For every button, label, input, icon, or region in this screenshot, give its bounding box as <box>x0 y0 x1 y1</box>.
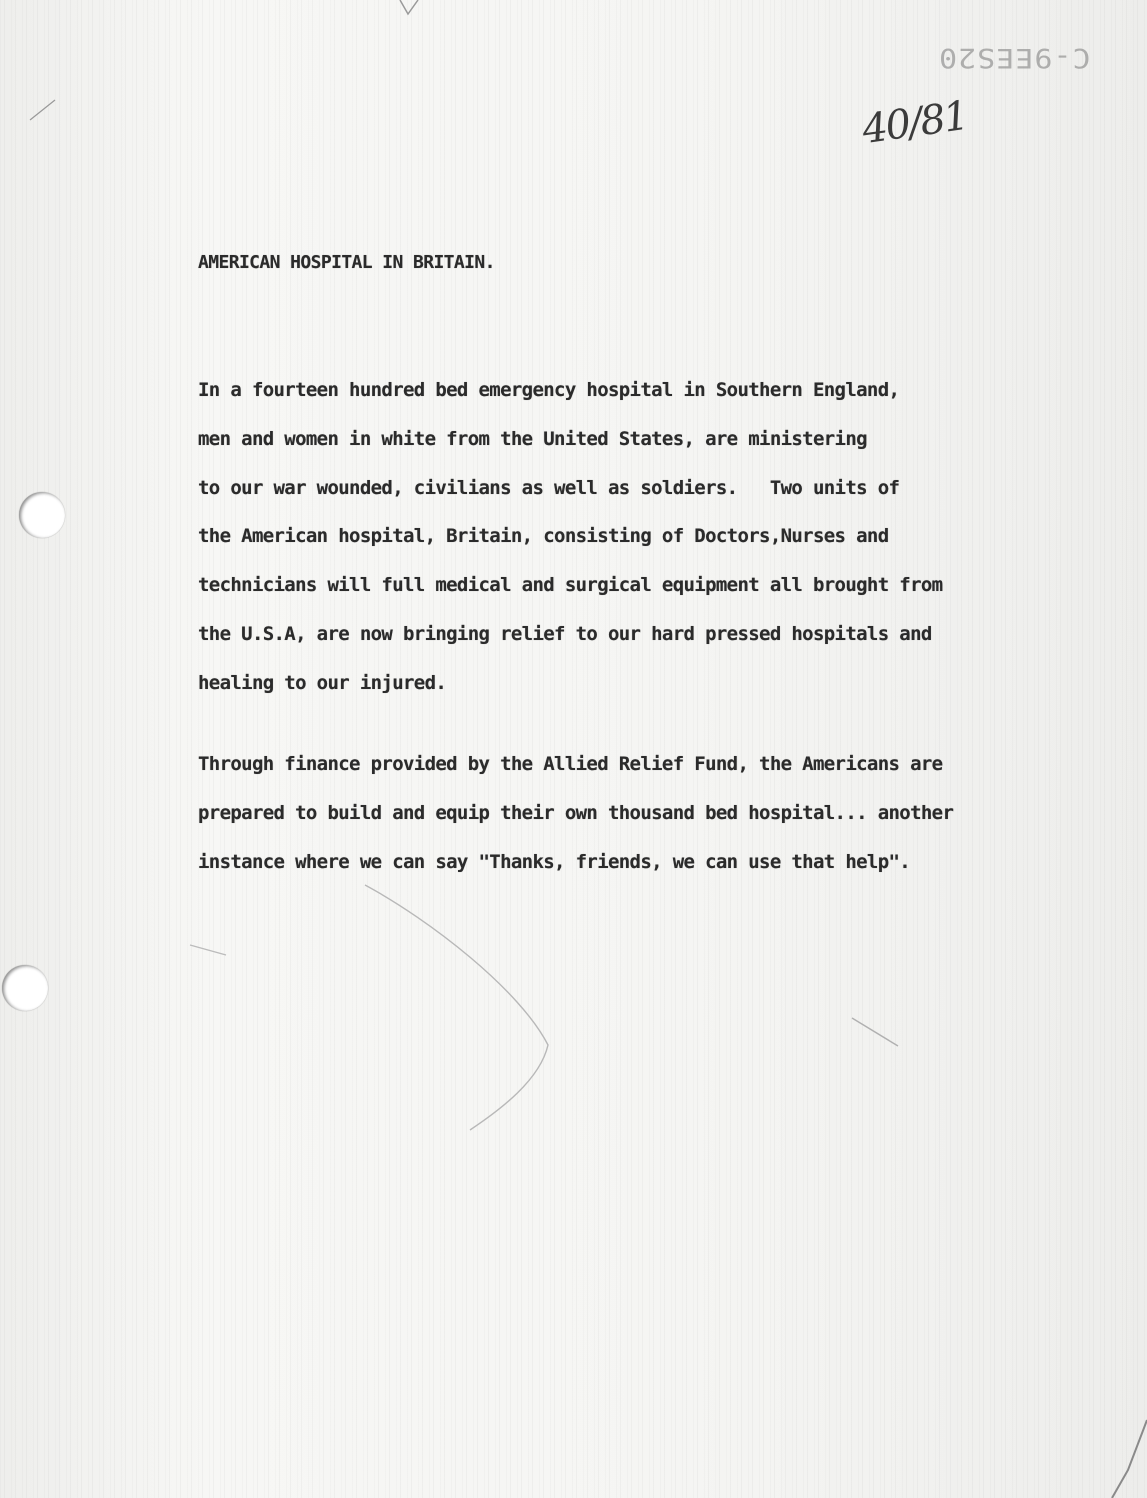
paragraph-1-line-2: men and women in white from the United States, are ministering <box>198 428 867 450</box>
archive-stamp-number: C-9EES20 <box>938 41 1091 74</box>
scratch-mark <box>30 100 55 120</box>
paragraph-1-line-7: healing to our injured. <box>198 672 447 694</box>
paragraph-1-line-1: In a fourteen hundred bed emergency hospital in Southern England, <box>198 379 900 401</box>
crease-short-mark <box>852 1018 898 1046</box>
top-tear-mark <box>400 0 418 14</box>
handwritten-reference: 40/81 <box>859 92 970 154</box>
paragraph-1-line-5: technicians will full medical and surgical equipment all brought from <box>198 574 943 596</box>
paragraph-1-line-6: the U.S.A, are now bringing relief to our hard pressed hospitals and <box>198 623 932 645</box>
paragraph-1-line-3: to our war wounded, civilians as well as soldiers. Two units of <box>198 477 900 499</box>
paragraph-1-line-4: the American hospital, Britain, consisting of Doctors,Nurses and <box>198 525 889 547</box>
corner-fold-mark <box>1112 1420 1147 1498</box>
crease-curve-mark <box>365 885 548 1130</box>
crease-left-mark <box>190 945 226 955</box>
paragraph-2-line-3: instance where we can say "Thanks, friends, we can use that help". <box>198 851 911 873</box>
paragraph-2-line-1: Through finance provided by the Allied Relief Fund, the Americans are <box>198 753 943 775</box>
document-heading: AMERICAN HOSPITAL IN BRITAIN. <box>198 252 495 273</box>
paragraph-2-line-2: prepared to build and equip their own thousand bed hospital... another <box>198 802 954 824</box>
